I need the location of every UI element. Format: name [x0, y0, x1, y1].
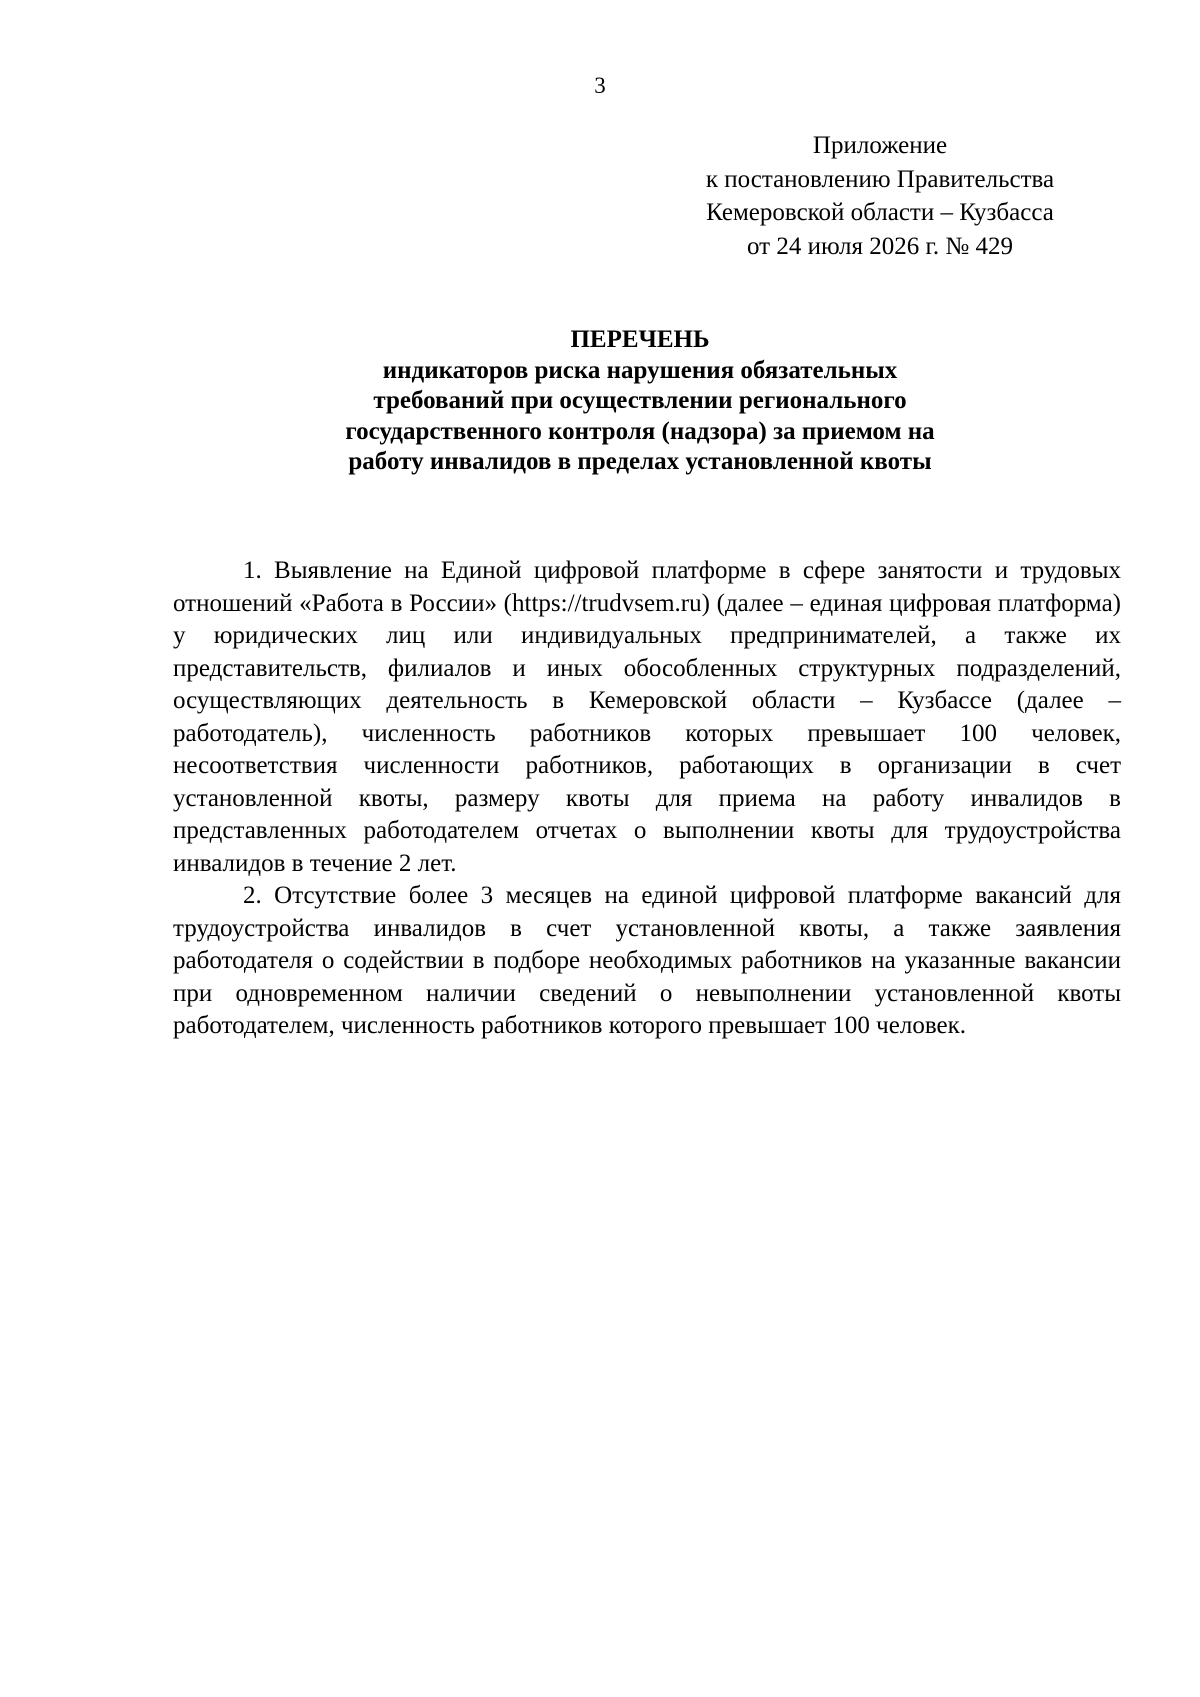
appendix-block: [640, 129, 1120, 263]
appendix-line-3: Кемеровской области – Кузбасса: [706, 199, 1054, 226]
title-line-3: государственного контроля (надзора) за приемом на: [345, 417, 935, 445]
document-body: [173, 555, 1121, 1043]
document-title: [160, 325, 1120, 478]
title-line-1: индикаторов риска нарушения обязательных: [382, 356, 898, 384]
title-heading: ПЕРЕЧЕНЬ: [570, 326, 710, 353]
appendix-line-4: от 24 июля 2026 г. № 429: [746, 232, 1014, 260]
appendix-line-2: к постановлению Правительства: [705, 165, 1055, 193]
paragraph-2: 2. Отсутствие более 3 месяцев на единой цифровой платформе вакансий для трудоустройства инвалидов в счет установленной квоты, а также заявления работодателя о содействии в подборе необходимых работников на указанные вакансии при одновременном наличии сведений о невыполнении установленной квоты работодателем, численность работников которого превышает 100 человек.: [173, 882, 1121, 1039]
appendix-line-1: Приложение: [812, 132, 948, 159]
paragraph-1: 1. Выявление на Единой цифровой платформе в сфере занятости и трудовых отношений «Работа в России» (https://trudvsem.ru) (далее – единая цифровая платформа) у юридических лиц или индивидуальных предпринимателей, а также их представительств, филиалов и иных обособленных структурных подразделений, осуществляющих деятельность в Кемеровской области – Кузбассе (далее – работодатель), численность работников которых превышает 100 человек, несоответствия численности работников, работающих в организации в счет установленной квоты, размеру квоты для приема на работу инвалидов в представленных работодателем отчетах о выполнении квоты для трудоустройства инвалидов в течение 2 лет.: [173, 557, 1121, 877]
title-line-4: работу инвалидов в пределах установленной квоты: [348, 448, 932, 475]
title-line-2: требований при осуществлении регионального: [373, 387, 907, 414]
page-number: 3: [594, 73, 606, 98]
